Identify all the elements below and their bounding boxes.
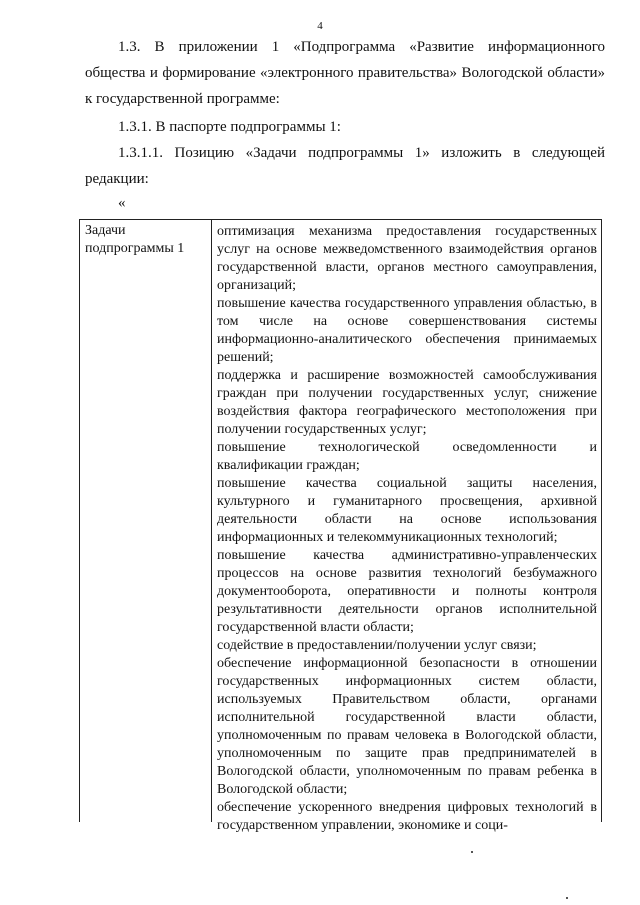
- paragraph-passport: 1.3.1. В паспорте подпрограммы 1:: [118, 119, 341, 135]
- tasks-table: [79, 219, 602, 833]
- task-item: содействие в предоставлении/получении услуг связи;: [217, 638, 537, 653]
- scan-speck: [566, 897, 568, 899]
- task-item: поддержка и расширение возможностей самообслуживания граждан при получении государственных услуг, снижение воздействия фактора географического местоположения при получении государственных услуг;: [217, 368, 597, 437]
- task-item: повышение технологической осведомленности и квалификации граждан;: [217, 440, 597, 473]
- task-item: повышение качества государственного управления областью, в том числе на основе совершенствования системы информационно-аналитического обеспечения принимаемых решений;: [217, 296, 597, 365]
- task-item: обеспечение ускоренного внедрения цифровых технологий в государственном управлении, экономике и соци-: [217, 800, 597, 833]
- task-item: повышение качества административно-управленческих процессов на основе развития технологий безбумажного документооборота, оперативности и полноты контроля результативности деятельности органов исполнительной государственной власти области;: [217, 548, 597, 635]
- scan-speck: [471, 851, 473, 853]
- paragraph-position-tasks: 1.3.1.1. Позицию «Задачи подпрограммы 1» изложить в следующей редакции:: [85, 145, 605, 187]
- table-tasks-cell: [217, 223, 597, 835]
- table-row-label: Задачи подпрограммы 1: [85, 223, 185, 256]
- task-item: оптимизация механизма предоставления государственных услуг на основе межведомственного взаимодействия органов государственной власти, органов местного самоуправления, организаций;: [217, 224, 597, 293]
- paragraph-appendix-1: 1.3. В приложении 1 «Подпрограмма «Развитие информационного общества и формирование «электронного правительства» Вологодской области» к государственной программе:: [85, 39, 605, 107]
- page-number: 4: [317, 20, 323, 32]
- task-item: повышение качества социальной защиты населения, культурного и гуманитарного просвещения, архивной деятельности области на основе использования информационных и телекоммуникационных технологий;: [217, 476, 597, 545]
- task-item: обеспечение информационной безопасности в отношении государственных информационных систем области, используемых Правительством области, органами исполнительной государственной власти области, уполномоченным по правам человека в Вологодской области, уполномоченным по защите прав предпринимателей в Вологодской области, уполномоченным по правам ребенка в Вологодской области;: [217, 656, 597, 797]
- opening-quote-mark: «: [118, 195, 126, 211]
- table-column-divider: [211, 220, 212, 822]
